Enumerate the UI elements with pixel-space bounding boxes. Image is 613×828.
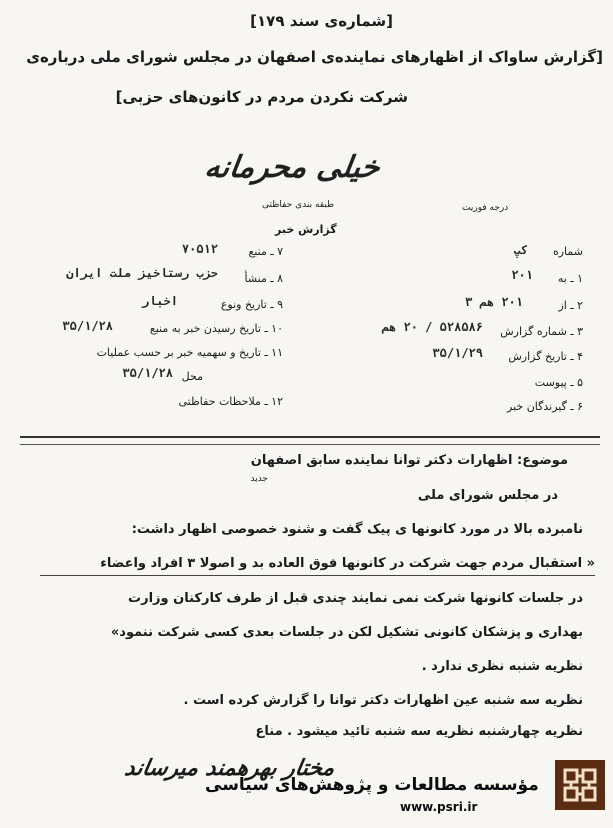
field-value: ۲۰۱ هم ۳ xyxy=(465,295,523,309)
institute-logo-icon xyxy=(555,760,605,810)
body-line: « استقبال مردم جهت شرکت در کانونها فوق العاده بد و اصولا ۳ افراد واعضاء xyxy=(100,556,595,571)
field-label: ۶ ـ گیرندگان خبر xyxy=(507,400,583,413)
signature: مختار بهرهمند میرساند xyxy=(122,755,337,781)
body-line: در جلسات کانونها شرکت نمی نمایند چندی قبل از طرف کارکنان وزارت xyxy=(128,591,583,606)
divider xyxy=(20,444,600,445)
field-label: ۱۱ ـ تاریخ و سهمیه خبر بر حسب عملیات xyxy=(96,346,283,359)
field-label: محل xyxy=(181,370,203,383)
body-line: نظریه سه شنبه عین اظهارات دکتر توانا را گزارش کرده است . xyxy=(183,693,583,708)
body-line: بهداری و پزشکان کانونی تشکیل لکن در جلسات بعدی کسی شرکت ننمود» xyxy=(110,625,583,640)
classification-caption: طبقه بندی حفاظتی xyxy=(262,200,335,210)
watermark-institute-name: مؤسسه مطالعات و پژوهش‌های سیاسی xyxy=(205,775,539,795)
field-value: ۲۰۱ xyxy=(511,268,533,282)
field-label: ۱ ـ به xyxy=(557,272,583,285)
priority-caption: درجه فوریت xyxy=(462,203,509,213)
body-line: نامبرده بالا در مورد کانونها ی پیک گفت و شنود خصوصی اظهار داشت: xyxy=(131,522,583,537)
document-number: [شماره‌ی سند ۱۷۹] xyxy=(250,12,393,30)
subject-note: جدید xyxy=(250,474,268,484)
field-value: ۳۵/۱/۲۸ xyxy=(122,366,173,380)
field-value: ۷۰۵۱۲ xyxy=(181,242,218,256)
field-value: اخبار xyxy=(141,294,178,308)
body-line: نظریه چهارشنبه نظریه سه شنبه تائید میشود . مناع xyxy=(255,724,583,739)
field-label: ۱۲ ـ ملاحظات حفاظتی xyxy=(178,395,283,408)
classification-stamp: خیلی محرمانه xyxy=(202,150,383,185)
subject-line-2: در مجلس شورای ملی xyxy=(417,488,558,503)
body-line: نظریه شنبه نظری ندارد . xyxy=(421,659,583,674)
field-value: ۳۵/۱/۲۸ xyxy=(62,319,113,333)
divider xyxy=(20,436,600,438)
field-label: ۲ ـ از xyxy=(558,299,583,312)
field-label: ۳ ـ شماره گزارش xyxy=(500,325,583,338)
field-label: ۸ ـ منشأ xyxy=(244,272,283,285)
field-value: ۵۲۸۵۸۶ / ۲۰ هم xyxy=(381,320,483,334)
field-value: کپ xyxy=(513,243,528,257)
field-label: ۱۰ ـ تاریخ رسیدن خبر به منبع xyxy=(149,322,283,335)
field-label: ۴ ـ تاریخ گزارش xyxy=(508,350,583,363)
field-label: ۵ ـ پیوست xyxy=(534,376,583,389)
field-value: حزب رستاخیز ملت ایران xyxy=(66,266,218,280)
document-title-line-1: [گزارش ساواک از اظهارهای نماینده‌ی اصفهان در مجلس شورای ملی درباره‌ی xyxy=(26,48,603,66)
field-label: ۷ ـ منبع xyxy=(248,245,283,258)
report-heading: گزارش خبر xyxy=(275,223,337,236)
field-value: ۳۵/۱/۲۹ xyxy=(432,346,483,360)
subject-line: موضوع: اظهارات دکتر توانا نماینده سابق اصفهان xyxy=(250,453,568,468)
field-label: شماره xyxy=(552,245,583,258)
underline xyxy=(40,575,595,576)
watermark-url: www.psri.ir xyxy=(400,800,478,814)
field-label: ۹ ـ تاریخ ونوع xyxy=(220,298,283,311)
document-title-line-2: شرکت نکردن مردم در کانون‌های حزبی] xyxy=(115,88,408,106)
